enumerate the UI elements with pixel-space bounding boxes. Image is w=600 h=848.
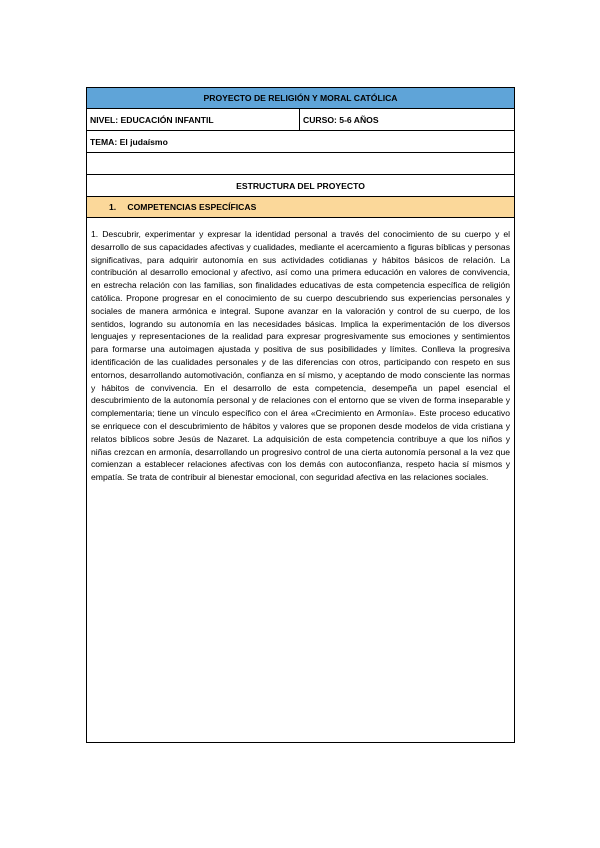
tema-row: [87, 131, 515, 153]
project-table: [86, 87, 515, 743]
estructura-row: [87, 175, 515, 197]
nivel-curso-row: [87, 109, 515, 131]
project-title: PROYECTO DE RELIGIÓN Y MORAL CATÓLICA: [87, 88, 515, 109]
tema-cell: TEMA: El judaísmo: [87, 131, 515, 153]
curso-cell: CURSO: 5-6 AÑOS: [300, 109, 515, 131]
estructura-heading: ESTRUCTURA DEL PROYECTO: [87, 175, 515, 197]
competencias-label: COMPETENCIAS ESPECÍFICAS: [127, 202, 257, 212]
title-row: [87, 88, 515, 109]
blank-cell: [87, 153, 515, 175]
body-row: [87, 218, 515, 743]
competencias-row: [87, 197, 515, 218]
competencia-text: 1. Descubrir, experimentar y expresar la identidad personal a través del conocimiento de su cuerpo y el desarrollo de sus capacidades afectivas y cualidades, mediante el acercamiento a figuras bíblicas y personas significativas, para adquirir autonomía en sus actividades cotidianas y hábitos básicos de relación. La contribución al desarrollo emocional y afectivo, así como una primera educación en valores de convivencia, en estrecha relación con las familias, son finalidades educativas de esta competencia específica de religión católica. Propone progresar en el conocimiento de su cuerpo descubriendo sus experiencias personales y sociales de manera armónica e integral. Supone avanzar en la valoración y control de su cuerpo, de los sentidos, logrando su autonomía en las necesidades básicas. Implica la experimentación de los diversos lenguajes y representaciones de la realidad para expresar progresivamente sus emociones y sentimientos para formarse una autoimagen ajustada y positiva de sus posibilidades y límites. Conlleva la progresiva identificación de las cualidades personales y de las diferencias con otros, participando con respeto en sus entornos, desarrollando automotivación, confianza en sí mismo, y aceptando de modo consciente las normas y hábitos de convivencia. En el desarrollo de esta competencia, desempeña un papel esencial el descubrimiento de la autonomía personal y de relaciones con el entorno que se viven de forma inseparable y complementaria; tiene un vínculo específico con el área «Crecimiento en Armonía». Este proceso educativo se enriquece con el descubrimiento de hábitos y valores que se proponen desde modelos de vida cristiana y relatos bíblicos sobre Jesús de Nazaret. La adquisición de esta competencia contribuye a que los niños y niñas crezcan en armonía, desarrollando un progresivo control de una cierta autonomía personal a la vez que comienzan a establecer relaciones afectivas con los demás con autoconfianza, respeto hacia sí mismos y empatía. Se trata de contribuir al bienestar emocional, con seguridad afectiva en las relaciones sociales.: [87, 218, 515, 743]
nivel-cell: NIVEL: EDUCACIÓN INFANTIL: [87, 109, 300, 131]
competencias-number: 1.: [109, 202, 117, 212]
blank-row: [87, 153, 515, 175]
competencias-heading: [87, 197, 515, 218]
